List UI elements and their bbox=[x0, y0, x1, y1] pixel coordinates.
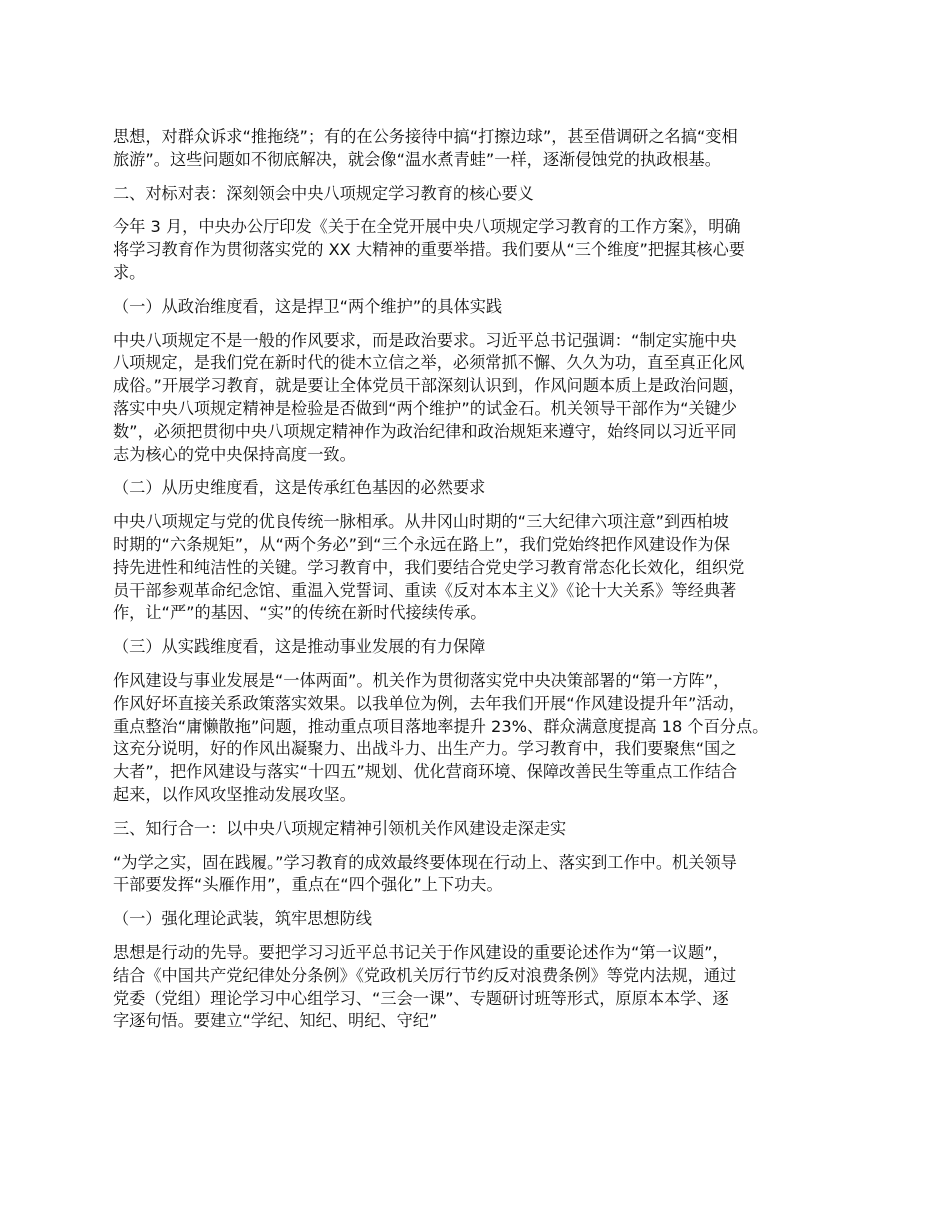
section-heading bbox=[113, 477, 845, 500]
section-heading bbox=[113, 183, 845, 206]
text-line: 作风好坏直接关系政策落实效果。以我单位为例，去年我们开展“作风建设提升年”活动， bbox=[113, 693, 745, 713]
text-line: 思想是行动的先导。要把学习习近平总书记关于作风建设的重要论述作为“第一议题”， bbox=[113, 942, 729, 962]
body-paragraph bbox=[113, 330, 845, 467]
text-line: 中央八项规定不是一般的作风要求，而是政治要求。习近平总书记强调：“制定实施中央 bbox=[113, 330, 737, 350]
text-line: （一）从政治维度看，这是捍卫“两个维护”的具体实践 bbox=[113, 296, 503, 316]
text-line: 字逐句悟。要建立“学纪、知纪、明纪、守纪” bbox=[113, 1011, 438, 1031]
text-line: 八项规定，是我们党在新时代的徙木立信之举，必须常抓不懈、久久为功，直至真正化风 bbox=[113, 353, 745, 373]
text-line: 数”，必须把贯彻中央八项规定精神作为政治纪律和政治规矩来遵守，始终同以习近平同 bbox=[113, 421, 737, 441]
body-paragraph bbox=[113, 942, 845, 1033]
text-line: 落实中央八项规定精神是检验是否做到“两个维护”的试金石。机关领导干部作为“关键少 bbox=[113, 398, 738, 418]
text-line: 党委（党组）理论学习中心组学习、“三会一课”、专题研讨班等形式，原原本本学、逐 bbox=[113, 988, 729, 1008]
section-heading bbox=[113, 908, 845, 931]
text-line: 中央八项规定与党的优良传统一脉相承。从井冈山时期的“三大纪律六项注意”到西柏坡 bbox=[113, 512, 729, 532]
text-line: 大者”，把作风建设与落实“十四五”规划、优化营商环境、保障改善民生等重点工作结合 bbox=[113, 762, 738, 782]
document-page bbox=[113, 126, 845, 1044]
text-line: 结合《中国共产党纪律处分条例》《党政机关厉行节约反对浪费条例》等党内法规，通过 bbox=[113, 965, 737, 985]
text-line: （三）从实践维度看，这是推动事业发展的有力保障 bbox=[113, 637, 486, 657]
text-line: 志为核心的党中央保持高度一致。 bbox=[113, 444, 356, 464]
text-line: （一）强化理论武装，筑牢思想防线 bbox=[113, 909, 372, 929]
text-line: 起来，以作风攻坚推动发展攻坚。 bbox=[113, 784, 356, 804]
text-line: 重点整治“庸懒散拖”问题，推动重点项目落地率提升 23%、群众满意度提高 18 个百分点。 bbox=[113, 716, 769, 736]
text-line: 员干部参观革命纪念馆、重温入党誓词、重读《反对本本主义》《论十大关系》等经典著 bbox=[113, 580, 737, 600]
body-paragraph bbox=[113, 216, 845, 284]
text-line: 三、知行合一：以中央八项规定精神引领机关作风建设走深走实 bbox=[113, 818, 567, 838]
text-line: 思想，对群众诉求“推拖绕”；有的在公务接待中搞“打擦边球”，甚至借调研之名搞“变相 bbox=[113, 127, 738, 146]
body-paragraph bbox=[113, 670, 845, 807]
section-heading bbox=[113, 818, 845, 841]
body-paragraph bbox=[113, 852, 845, 898]
text-line: （二）从历史维度看，这是传承红色基因的必然要求 bbox=[113, 478, 486, 498]
text-line: 成俗。”开展学习教育，就是要让全体党员干部深刻认识到，作风问题本质上是政治问题， bbox=[113, 376, 745, 396]
text-line: 今年 3 月，中央办公厅印发《关于在全党开展中央八项规定学习教育的工作方案》，明确 bbox=[113, 217, 741, 237]
text-line: 将学习教育作为贯彻落实党的 XX 大精神的重要举措。我们要从“三个维度”把握其核心要 bbox=[113, 240, 745, 260]
text-line: 持先进性和纯洁性的关键。学习教育中，我们要结合党史学习教育常态化长效化，组织党 bbox=[113, 557, 745, 577]
text-line: 求。 bbox=[113, 262, 146, 282]
text-line: “为学之实，固在践履。”学习教育的成效最终要体现在行动上、落实到工作中。机关领导 bbox=[113, 852, 737, 872]
section-heading bbox=[113, 636, 845, 659]
body-paragraph bbox=[113, 126, 845, 172]
text-line: 旅游”。这些问题如不彻底解决，就会像“温水煮青蛙”一样，逐渐侵蚀党的执政根基。 bbox=[113, 149, 721, 169]
text-line: 这充分说明，好的作风出凝聚力、出战斗力、出生产力。学习教育中，我们要聚焦“国之 bbox=[113, 739, 737, 759]
text-line: 作，让“严”的基因、“实”的传统在新时代接续传承。 bbox=[113, 603, 487, 623]
section-heading bbox=[113, 296, 845, 319]
text-line: 时期的“六条规矩”，从“两个务必”到“三个永远在路上”，我们党始终把作风建设作为保 bbox=[113, 534, 730, 554]
body-paragraph bbox=[113, 511, 845, 625]
text-line: 作风建设与事业发展是“一体两面”。机关作为贯彻落实党中央决策部署的“第一方阵”， bbox=[113, 670, 730, 690]
text-line: 干部要发挥“头雁作用”，重点在“四个强化”上下功夫。 bbox=[113, 875, 503, 895]
text-line: 二、对标对表：深刻领会中央八项规定学习教育的核心要义 bbox=[113, 183, 534, 203]
